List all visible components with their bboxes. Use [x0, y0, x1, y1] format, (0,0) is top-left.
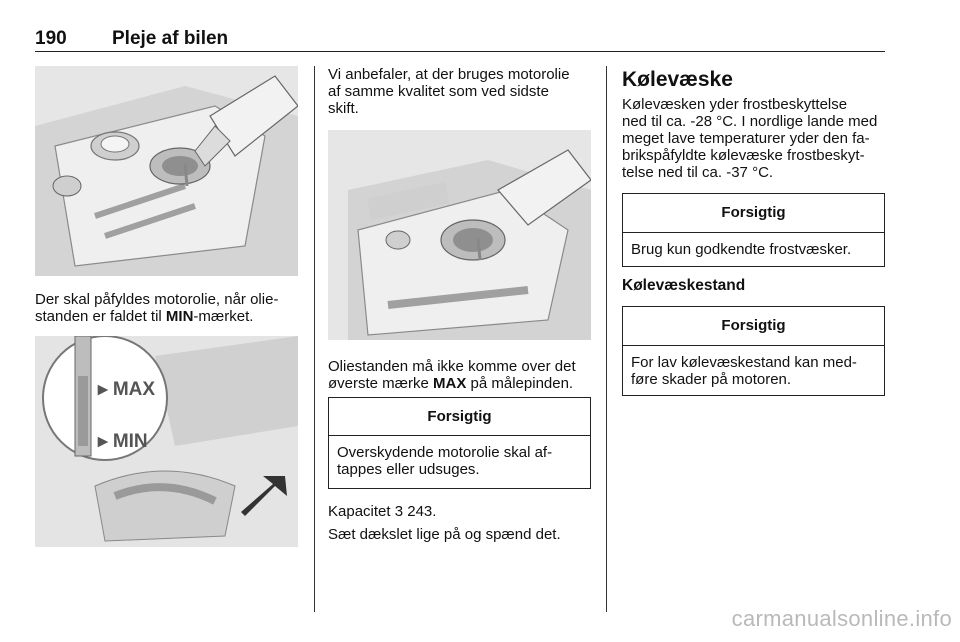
- caution-heading: Forsigtig: [623, 307, 884, 346]
- caution-box-antifreeze: [622, 193, 885, 267]
- caution-box-coolant-level: [622, 306, 885, 396]
- caution-body: For lav kølevæskestand kan med- føre skader på motoren.: [631, 354, 857, 388]
- oil-filling-illustration-2: [328, 130, 591, 340]
- column-divider-1: [314, 66, 315, 612]
- coolant-paragraph: Kølevæsken yder frostbeskyttelse ned til ca. -28 °C. I nordlige lande med meget lave temperaturer yder den fa- brikspåfyldte kølevæske frostbeskyt- telse ned til ca. -37 °C.: [622, 96, 878, 181]
- caution-heading: Forsigtig: [623, 194, 884, 233]
- capacity-line: Kapacitet 3 243.: [328, 503, 437, 520]
- dipstick-min-label: ▸ MIN: [98, 431, 148, 452]
- max-mark-label: MAX: [433, 375, 467, 392]
- col1-paragraph: [35, 291, 305, 325]
- col1-line1: Der skal påfyldes motorolie, når olie-: [35, 291, 279, 308]
- col2-paragraph-1: Vi anbefaler, at der bruges motorolie af samme kvalitet som ved sidste skift.: [328, 66, 570, 117]
- header-divider: [35, 51, 885, 52]
- page-header: [35, 28, 885, 52]
- page-number: 190: [35, 28, 67, 49]
- watermark: carmanualsonline.info: [731, 606, 952, 631]
- coolant-level-heading: Kølevæskestand: [622, 277, 746, 294]
- col2-paragraph-2: Oliestanden må ikke komme over det øverste mærke MAX på målepinden.: [328, 358, 576, 392]
- caution-box-oil: [328, 397, 591, 489]
- min-mark-label: MIN: [165, 308, 194, 325]
- column-divider-2: [606, 66, 607, 612]
- oil-filling-illustration: [35, 66, 298, 276]
- page-reference-icon: 3: [394, 503, 404, 520]
- caution-heading: Forsigtig: [329, 398, 590, 436]
- capacity-page-link[interactable]: 243.: [407, 503, 437, 520]
- dipstick-max-label: ▸ MAX: [98, 379, 156, 400]
- coolant-heading: Kølevæske: [622, 68, 733, 91]
- dipstick-illustration: [35, 336, 298, 547]
- caution-body: Overskydende motorolie skal af- tappes eller udsuges.: [337, 444, 553, 478]
- page-title: Pleje af bilen: [112, 28, 229, 49]
- col1-line2: standen er faldet til MIN-mærket.: [35, 308, 254, 325]
- cover-instruction: Sæt dækslet lige på og spænd det.: [328, 526, 561, 543]
- caution-body: Brug kun godkendte frostvæsker.: [631, 241, 852, 258]
